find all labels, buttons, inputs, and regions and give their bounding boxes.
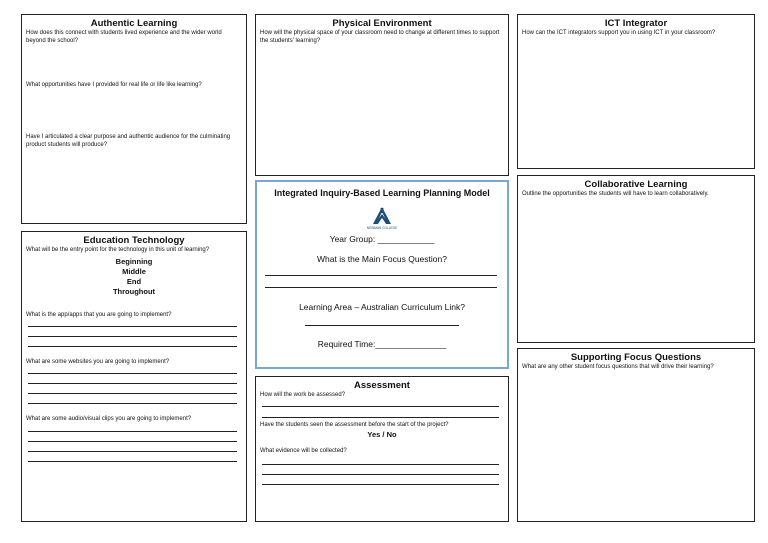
answer-line	[262, 406, 499, 407]
answer-line	[262, 484, 499, 485]
assessment-question-2: Have the students seen the assessment before the start of the project?	[260, 422, 449, 428]
answer-line	[262, 464, 499, 465]
collaborative-learning-title: Collaborative Learning	[584, 179, 688, 190]
entry-point-end: End	[126, 277, 142, 286]
answer-line	[262, 417, 499, 418]
collab-question-1: Outline the opportunities the students will have to learn collaboratively.	[522, 191, 709, 197]
physical-environment-title: Physical Environment	[332, 18, 432, 29]
entry-point-list	[22, 257, 246, 297]
answer-line	[28, 326, 237, 327]
supporting-focus-questions-title: Supporting Focus Questions	[570, 352, 702, 363]
answer-line	[28, 461, 237, 462]
physical-environment-panel	[255, 14, 509, 176]
answer-line	[262, 474, 499, 475]
assessment-question-1: How will the work be assessed?	[260, 392, 346, 398]
answer-line	[265, 275, 497, 276]
authentic-learning-panel	[21, 14, 247, 224]
assessment-panel	[255, 376, 509, 522]
assessment-question-3: What evidence will be collected?	[260, 448, 347, 454]
college-logo-icon	[367, 206, 397, 232]
edtech-question-4: What are some audio/visual clips you are going to implement?	[26, 416, 192, 422]
edtech-question-3: What are some websites you are going to implement?	[26, 359, 170, 365]
answer-line	[28, 383, 237, 384]
ict-integrator-title: ICT Integrator	[604, 18, 668, 29]
education-technology-panel	[21, 231, 247, 522]
answer-line	[28, 373, 237, 374]
answer-lines-clips	[22, 431, 246, 462]
answer-line	[28, 451, 237, 452]
authentic-question-1: How does this connect with students lived experience and the wider world beyond the school?	[26, 30, 222, 44]
year-group-field: Year Group: ____________	[329, 234, 435, 244]
learning-area-field: Learning Area – Australian Curriculum Link?	[299, 302, 465, 312]
assessment-title: Assessment	[354, 380, 410, 391]
entry-point-throughout: Throughout	[112, 287, 156, 296]
entry-point-beginning: Beginning	[115, 257, 153, 266]
answer-line	[28, 336, 237, 337]
authentic-learning-title: Authentic Learning	[90, 18, 178, 29]
entry-point-middle: Middle	[122, 267, 146, 276]
required-time-field: Required Time:_______________	[317, 339, 447, 349]
ict-question-1: How can the ICT integrators support you in using ICT in your classroom?	[522, 30, 716, 36]
supporting-focus-questions-panel	[517, 348, 755, 522]
answer-line	[305, 325, 459, 326]
answer-line	[28, 431, 237, 432]
collaborative-learning-panel	[517, 175, 755, 343]
answer-line	[28, 441, 237, 442]
planning-model-title: Integrated Inquiry-Based Learning Planning Model	[274, 188, 490, 198]
planning-model-panel	[255, 180, 509, 369]
answer-line	[28, 346, 237, 347]
answer-lines-apps	[22, 326, 246, 347]
supporting-question-1: What are any other student focus questions that will drive their learning?	[522, 364, 714, 370]
education-technology-title: Education Technology	[83, 235, 185, 246]
logo-text: NEWMAN COLLEGE	[367, 226, 397, 230]
yes-no-option: Yes / No	[367, 430, 397, 439]
answer-lines-evidence	[256, 464, 508, 485]
physical-question-1: How will the physical space of your classroom need to change at different times to support the students' learning?	[260, 30, 500, 44]
ict-integrator-panel	[517, 14, 755, 169]
edtech-question-1: What will be the entry point for the technology in this unit of learning?	[26, 247, 210, 253]
authentic-question-3: Have I articulated a clear purpose and authentic audience for the culminating product students will produce?	[26, 134, 231, 148]
authentic-question-2: What opportunities have I provided for real life or life like learning?	[26, 82, 202, 88]
answer-line	[265, 287, 497, 288]
answer-lines-websites	[22, 373, 246, 404]
answer-lines-assessed	[256, 406, 508, 418]
main-focus-question-field: What is the Main Focus Question?	[317, 254, 447, 264]
answer-line	[28, 393, 237, 394]
answer-line	[28, 403, 237, 404]
edtech-question-2: What is the app/apps that you are going to implement?	[26, 312, 172, 318]
